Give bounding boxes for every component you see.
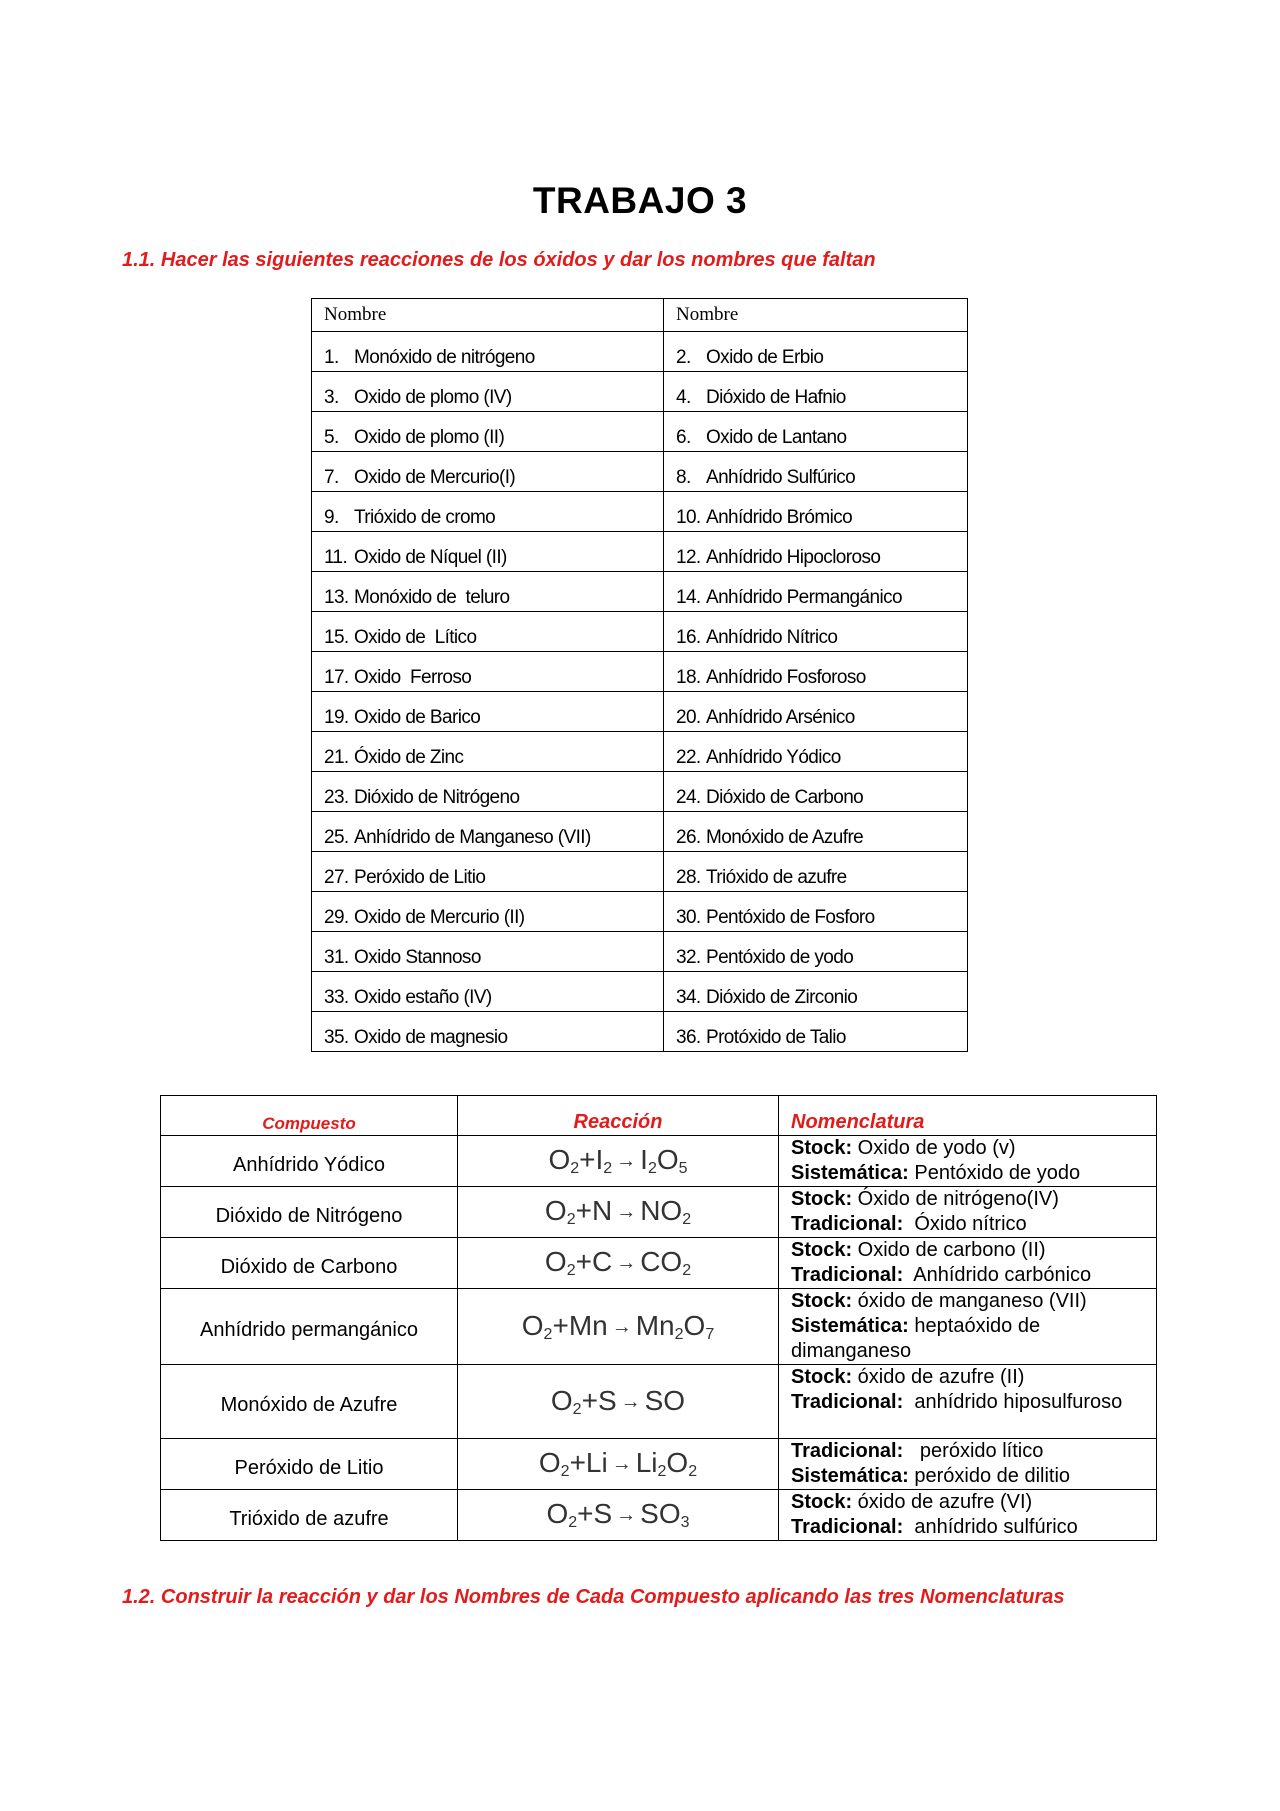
compound-cell: Anhídrido permangánico — [161, 1289, 458, 1365]
table-row — [161, 1136, 1157, 1187]
nomenclature-cell — [779, 1238, 1157, 1289]
nomenclature-line — [791, 1390, 1156, 1415]
reactions-table — [160, 1095, 1157, 1541]
item-number: 9. — [324, 507, 339, 528]
nomenclature-name: anhídrido hiposulfuroso — [903, 1391, 1123, 1413]
item-text: Pentóxido de Fosforo — [706, 907, 875, 928]
subscript: 7 — [705, 1325, 715, 1343]
column-header: Nombre — [664, 299, 968, 332]
nomenclature-name: Anhídrido carbónico — [903, 1264, 1092, 1286]
item-number: 25. — [324, 827, 349, 848]
nomenclature-cell — [779, 1365, 1157, 1439]
nomenclature-line — [791, 1212, 1156, 1237]
oxide-name-cell — [312, 332, 664, 372]
table-row — [161, 1238, 1157, 1289]
item-number: 5. — [324, 427, 339, 448]
item-text: Anhídrido de Manganeso (VII) — [354, 827, 591, 848]
formula-part: Mn — [635, 1309, 675, 1341]
item-number: 14. — [676, 587, 701, 608]
item-text: Dióxido de Nitrógeno — [354, 787, 520, 808]
reaction-cell — [458, 1439, 779, 1490]
item-text: Oxido de Lítico — [354, 627, 477, 648]
table-row — [312, 572, 968, 612]
oxide-name-cell — [664, 972, 968, 1012]
formula-part: + — [577, 1498, 594, 1529]
item-number: 33. — [324, 987, 349, 1008]
item-text: Oxido de Mercurio(I) — [354, 467, 516, 488]
table-row — [161, 1289, 1157, 1365]
nomenclature-line — [791, 1263, 1156, 1288]
formula-part: O — [683, 1309, 706, 1341]
nomenclature-cell — [779, 1439, 1157, 1490]
item-number: 8. — [676, 467, 691, 488]
item-text: Anhídrido Yódico — [706, 747, 841, 768]
oxide-name-cell — [664, 852, 968, 892]
oxide-name-cell — [664, 812, 968, 852]
nomenclature-cell — [779, 1136, 1157, 1187]
item-number: 31. — [324, 947, 349, 968]
subscript: 2 — [572, 1400, 582, 1418]
item-number: 11. — [324, 547, 348, 568]
nomenclature-line — [791, 1515, 1156, 1540]
formula-part: + — [579, 1144, 596, 1175]
item-number: 19. — [324, 707, 349, 728]
compound-cell: Anhídrido Yódico — [161, 1136, 458, 1187]
nomenclature-type: Sistemática: — [791, 1465, 909, 1487]
nomenclature-name: óxido de azufre (VI) — [852, 1491, 1033, 1513]
nomenclature-line — [791, 1464, 1156, 1489]
table-row — [312, 492, 968, 532]
subscript: 2 — [603, 1160, 613, 1177]
column-header-reaccion: Reacción — [458, 1096, 779, 1136]
table-row — [312, 852, 968, 892]
item-text: Anhídrido Fosforoso — [706, 667, 866, 688]
section-heading-1: 1.1. Hacer las siguientes reacciones de los óxidos y dar los nombres que faltan — [122, 249, 876, 271]
oxide-name-cell — [312, 852, 664, 892]
item-text: Anhídrido Arsénico — [706, 707, 855, 728]
item-text: Oxido de Lantano — [706, 427, 847, 448]
oxide-name-cell — [664, 932, 968, 972]
reaction-cell — [458, 1136, 779, 1187]
oxide-name-cell — [664, 652, 968, 692]
oxide-name-cell — [664, 772, 968, 812]
nomenclature-name: peróxido de dilitio — [908, 1465, 1071, 1487]
item-text: Óxido de Zinc — [354, 747, 464, 768]
oxide-name-cell — [312, 772, 664, 812]
nomenclature-type: Stock: — [791, 1239, 853, 1261]
formula-part: O — [546, 1498, 569, 1529]
item-number: 16. — [676, 627, 701, 648]
item-text: Oxido de Mercurio (II) — [354, 907, 525, 928]
oxide-name-cell — [312, 372, 664, 412]
formula-part: SO — [640, 1498, 681, 1529]
table-row — [312, 692, 968, 732]
nomenclature-cell — [779, 1187, 1157, 1238]
compound-cell: Monóxido de Azufre — [161, 1365, 458, 1439]
subscript: 5 — [678, 1160, 688, 1177]
item-text: Protóxido de Talio — [706, 1027, 846, 1048]
reaction-cell — [458, 1490, 779, 1541]
table-row — [312, 372, 968, 412]
table-row — [161, 1187, 1157, 1238]
nomenclature-line — [791, 1490, 1156, 1515]
nomenclature-cell — [779, 1289, 1157, 1365]
table-row — [161, 1365, 1157, 1439]
oxide-name-cell — [664, 572, 968, 612]
item-text: Oxido estaño (IV) — [354, 987, 492, 1008]
subscript: 2 — [682, 1211, 692, 1228]
item-number: 4. — [676, 387, 691, 408]
nomenclature-type: Tradicional: — [791, 1213, 904, 1235]
nomenclature-type: Tradicional: — [791, 1440, 904, 1462]
item-text: Anhídrido Permangánico — [706, 587, 902, 608]
formula-part: O — [548, 1144, 571, 1175]
formula-part: O — [544, 1246, 567, 1277]
nomenclature-name: Pentóxido de yodo — [908, 1162, 1081, 1184]
formula-part: N — [591, 1195, 613, 1226]
oxide-name-cell — [312, 612, 664, 652]
oxide-name-cell — [312, 452, 664, 492]
item-text: Oxido Stannoso — [354, 947, 481, 968]
nomenclature-line — [791, 1238, 1156, 1263]
page-title: TRABAJO 3 — [532, 180, 748, 221]
table-row — [312, 412, 968, 452]
formula-part: + — [581, 1384, 598, 1416]
item-text: Dióxido de Carbono — [706, 787, 864, 808]
item-text: Anhídrido Brómico — [706, 507, 853, 528]
nomenclature-type: Tradicional: — [791, 1264, 904, 1286]
formula-part: Li — [635, 1447, 658, 1478]
column-header-nomenclatura: Nomenclatura — [779, 1096, 1157, 1136]
oxide-name-cell — [312, 652, 664, 692]
oxide-name-cell — [312, 572, 664, 612]
arrow-symbol: → — [616, 1504, 637, 1526]
nomenclature-name: heptaóxido de dimanganeso — [791, 1315, 1046, 1362]
nomenclature-line — [791, 1161, 1156, 1186]
formula-part: CO — [640, 1246, 683, 1277]
table-row — [161, 1490, 1157, 1541]
reaction-cell — [458, 1289, 779, 1365]
nomenclature-type: Tradicional: — [791, 1391, 904, 1413]
table-row — [312, 932, 968, 972]
item-number: 12. — [676, 547, 701, 568]
column-header-compuesto: Compuesto — [161, 1096, 458, 1136]
item-text: Pentóxido de yodo — [706, 947, 854, 968]
oxide-name-cell — [664, 492, 968, 532]
item-text: Trióxido de cromo — [354, 507, 496, 528]
formula-part: + — [575, 1246, 592, 1277]
nomenclature-line — [791, 1439, 1156, 1464]
subscript: 2 — [560, 1463, 570, 1480]
formula-part: I — [595, 1144, 604, 1175]
formula-part: + — [552, 1309, 569, 1341]
item-number: 30. — [676, 907, 701, 928]
formula-part: O — [544, 1195, 567, 1226]
item-number: 35. — [324, 1027, 349, 1048]
nomenclature-line — [791, 1187, 1156, 1212]
subscript: 3 — [680, 1514, 690, 1531]
reaction-cell — [458, 1365, 779, 1439]
reaction-cell — [458, 1238, 779, 1289]
oxide-name-cell — [312, 932, 664, 972]
subscript: 2 — [674, 1325, 684, 1343]
item-number: 20. — [676, 707, 701, 728]
reaction-cell — [458, 1187, 779, 1238]
table-row — [312, 812, 968, 852]
item-number: 24. — [676, 787, 701, 808]
table-row — [312, 732, 968, 772]
arrow-symbol: → — [620, 1390, 641, 1413]
item-text: Trióxido de azufre — [706, 867, 847, 888]
item-number: 27. — [324, 867, 349, 888]
formula-part: + — [569, 1447, 586, 1478]
item-text: Dióxido de Zirconio — [706, 987, 858, 1008]
formula-part: O — [550, 1384, 573, 1416]
oxide-name-cell — [312, 412, 664, 452]
formula-part: C — [591, 1246, 613, 1277]
nomenclature-line — [791, 1136, 1156, 1161]
item-number: 10. — [676, 507, 701, 528]
table-row — [312, 972, 968, 1012]
subscript: 2 — [568, 1514, 578, 1531]
table-header-row — [312, 299, 968, 332]
item-number: 21. — [324, 747, 349, 768]
item-number: 1. — [324, 347, 339, 368]
item-text: Monóxido de Azufre — [706, 827, 864, 848]
compound-cell: Peróxido de Litio — [161, 1439, 458, 1490]
formula-part: Li — [585, 1447, 608, 1478]
oxide-name-cell — [664, 612, 968, 652]
item-text: Anhídrido Hipocloroso — [706, 547, 881, 568]
table-row — [312, 612, 968, 652]
oxide-name-cell — [312, 492, 664, 532]
subscript: 2 — [566, 1211, 576, 1228]
oxide-name-cell — [312, 692, 664, 732]
item-number: 15. — [324, 627, 349, 648]
item-number: 23. — [324, 787, 349, 808]
oxide-name-cell — [312, 972, 664, 1012]
item-text: Oxido de Barico — [354, 707, 481, 728]
nomenclature-type: Stock: — [791, 1188, 853, 1210]
column-header: Nombre — [312, 299, 664, 332]
item-number: 34. — [676, 987, 701, 1008]
oxides-names-table — [311, 298, 968, 1052]
subscript: 2 — [566, 1262, 576, 1279]
oxide-name-cell — [664, 372, 968, 412]
oxide-name-cell — [664, 532, 968, 572]
nomenclature-name: óxido de azufre (II) — [852, 1366, 1025, 1388]
oxide-name-cell — [664, 732, 968, 772]
formula-part: + — [575, 1195, 592, 1226]
compound-cell: Dióxido de Carbono — [161, 1238, 458, 1289]
oxide-name-cell — [312, 1012, 664, 1052]
oxide-name-cell — [312, 892, 664, 932]
item-number: 7. — [324, 467, 339, 488]
subscript: 2 — [570, 1160, 580, 1177]
table-row — [312, 772, 968, 812]
item-number: 32. — [676, 947, 701, 968]
compound-cell: Trióxido de azufre — [161, 1490, 458, 1541]
item-number: 13. — [324, 587, 349, 608]
formula-part: O — [656, 1144, 679, 1175]
oxide-name-cell — [664, 1012, 968, 1052]
item-number: 18. — [676, 667, 701, 688]
item-text: Monóxido de nitrógeno — [354, 347, 535, 368]
item-text: Oxido de Erbio — [706, 347, 824, 368]
table-row — [312, 892, 968, 932]
nomenclature-type: Stock: — [791, 1137, 853, 1159]
nomenclature-name: anhídrido sulfúrico — [903, 1516, 1078, 1538]
subscript: 2 — [543, 1325, 553, 1343]
oxide-name-cell — [312, 732, 664, 772]
formula-part: O — [538, 1447, 561, 1478]
nomenclature-type: Sistemática: — [791, 1315, 909, 1337]
item-number: 29. — [324, 907, 349, 928]
item-text: Monóxido de teluro — [354, 587, 510, 608]
nomenclature-cell — [779, 1490, 1157, 1541]
subscript: 2 — [647, 1160, 657, 1177]
nomenclature-type: Stock: — [791, 1366, 853, 1388]
item-number: 3. — [324, 387, 339, 408]
item-number: 6. — [676, 427, 691, 448]
item-number: 17. — [324, 667, 349, 688]
item-text: Oxido Ferroso — [354, 667, 472, 688]
oxide-name-cell — [664, 332, 968, 372]
nomenclature-name: Oxido de yodo (v) — [852, 1137, 1016, 1159]
item-text: Oxido de plomo (II) — [354, 427, 505, 448]
formula-part: I — [640, 1144, 648, 1175]
nomenclature-line — [791, 1314, 1156, 1364]
item-number: 2. — [676, 347, 691, 368]
oxide-name-cell — [664, 692, 968, 732]
table-row — [312, 1012, 968, 1052]
item-text: Oxido de Níquel (II) — [354, 547, 507, 568]
section-heading-2: 1.2. Construir la reacción y dar los Nombres de Cada Compuesto aplicando las tres Nomenclaturas — [122, 1586, 1065, 1608]
table-row — [161, 1439, 1157, 1490]
nomenclature-type: Stock: — [791, 1290, 853, 1312]
formula-part: NO — [640, 1195, 683, 1226]
subscript: 2 — [682, 1262, 692, 1279]
item-text: Anhídrido Sulfúrico — [706, 467, 856, 488]
item-text: Oxido de plomo (IV) — [354, 387, 512, 408]
item-text: Peróxido de Litio — [354, 867, 486, 888]
table-row — [312, 532, 968, 572]
formula-part: S — [597, 1384, 617, 1416]
oxide-name-cell — [664, 452, 968, 492]
formula-part: O — [521, 1309, 544, 1341]
nomenclature-type: Stock: — [791, 1491, 853, 1513]
subscript: 2 — [688, 1463, 698, 1480]
nomenclature-line — [791, 1365, 1156, 1390]
nomenclature-name: óxido de manganeso (VII) — [852, 1290, 1087, 1312]
nomenclature-name: Oxido de carbono (II) — [852, 1239, 1046, 1261]
nomenclature-name: peróxido lítico — [903, 1440, 1044, 1462]
item-number: 28. — [676, 867, 701, 888]
formula-part: O — [666, 1447, 689, 1478]
nomenclature-line — [791, 1289, 1156, 1314]
formula-part: SO — [644, 1384, 686, 1416]
oxide-name-cell — [312, 812, 664, 852]
item-number: 36. — [676, 1027, 701, 1048]
arrow-symbol: → — [611, 1315, 632, 1338]
item-text: Oxido de magnesio — [354, 1027, 508, 1048]
table-row — [312, 452, 968, 492]
oxide-name-cell — [312, 532, 664, 572]
arrow-symbol: → — [616, 1201, 637, 1223]
arrow-symbol: → — [611, 1453, 632, 1475]
table-header-row — [161, 1096, 1157, 1136]
table-row — [312, 652, 968, 692]
nomenclature-type: Sistemática: — [791, 1162, 909, 1184]
table-row — [312, 332, 968, 372]
arrow-symbol: → — [616, 1150, 637, 1172]
formula-part: Mn — [568, 1309, 608, 1341]
oxide-name-cell — [664, 412, 968, 452]
item-number: 22. — [676, 747, 701, 768]
item-number: 26. — [676, 827, 701, 848]
nomenclature-type: Tradicional: — [791, 1516, 904, 1538]
arrow-symbol: → — [616, 1252, 637, 1274]
formula-part: S — [593, 1498, 613, 1529]
oxide-name-cell — [664, 892, 968, 932]
subscript: 2 — [657, 1463, 667, 1480]
compound-cell: Dióxido de Nitrógeno — [161, 1187, 458, 1238]
item-text: Dióxido de Hafnio — [706, 387, 846, 408]
nomenclature-name: Óxido de nitrógeno(IV) — [852, 1188, 1059, 1210]
nomenclature-name: Óxido nítrico — [903, 1213, 1027, 1235]
item-text: Anhídrido Nítrico — [706, 627, 838, 648]
